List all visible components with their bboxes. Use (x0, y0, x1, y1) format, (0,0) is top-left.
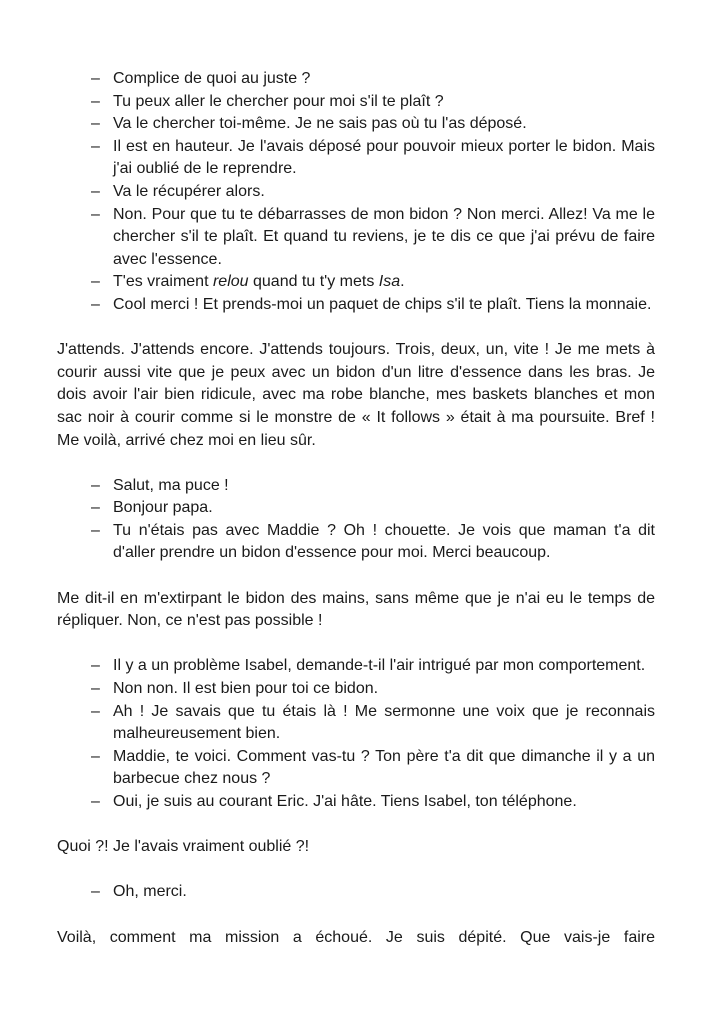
dialogue-line (57, 655, 655, 678)
document-page (57, 68, 655, 949)
italic-text: Isa (378, 273, 401, 291)
italic-text: relou (212, 273, 249, 291)
dash-bullet-icon: – (91, 295, 100, 313)
dialogue-line (57, 68, 655, 91)
line-text: Tu peux aller le chercher pour moi s'il te plaît ? (113, 92, 444, 110)
line-text: Va le chercher toi-même. Je ne sais pas où tu l'as déposé. (113, 115, 527, 133)
dash-bullet-icon: – (91, 793, 100, 810)
dialogue-line (57, 113, 655, 136)
line-text: Cool merci ! Et prends-moi un paquet de chips s'il te plaît. Tiens la monnaie. (113, 295, 652, 313)
line-text: . (400, 273, 405, 291)
dash-bullet-icon: – (91, 92, 100, 110)
dash-bullet-icon: – (91, 476, 100, 494)
dialogue-line (57, 881, 655, 904)
dialogue-line (57, 701, 655, 746)
dash-bullet-icon: – (91, 115, 100, 133)
dialogue-line (57, 497, 655, 520)
dash-bullet-icon: – (91, 205, 100, 223)
dialogue-line (57, 136, 655, 181)
dash-bullet-icon: – (91, 499, 100, 517)
dialogue-line (57, 746, 655, 791)
dialogue-line (57, 91, 655, 114)
paragraph-gap (57, 452, 655, 475)
line-text: Non. Pour que tu te débarrasses de mon bidon ? Non merci. Allez! Va me le chercher s'il te plaît. Et quand tu reviens, je te dis ce que j'ai prévu de faire avec l'essence. (113, 205, 655, 268)
line-text: Salut, ma puce ! (113, 476, 229, 494)
dash-bullet-icon: – (91, 747, 100, 765)
dash-bullet-icon: – (91, 883, 100, 901)
dash-bullet-icon: – (91, 702, 100, 720)
paragraph-gap (57, 814, 655, 837)
dialogue-list (57, 68, 655, 317)
dialogue-line (57, 520, 655, 565)
dash-bullet-icon: – (91, 137, 100, 155)
line-text: Non non. Il est bien pour toi ce bidon. (113, 680, 379, 698)
dialogue-line (57, 271, 655, 294)
line-text: T'es vraiment (113, 273, 213, 291)
narrative-paragraph: Me dit-il en m'extirpant le bidon des mains, sans même que je n'ai eu le temps de répliquer. Non, ce n'est pas possible ! (57, 589, 655, 630)
paragraph-gap (57, 317, 655, 340)
paragraph-gap (57, 633, 655, 656)
dialogue-line (57, 678, 655, 701)
dialogue-line (57, 181, 655, 204)
dialogue-line (57, 791, 655, 814)
line-text: Oh, merci. (113, 883, 187, 901)
dash-bullet-icon: – (91, 521, 100, 539)
narrative-paragraph: Voilà, comment ma mission a échoué. Je suis dépité. Que vais-je faire (57, 928, 655, 946)
line-text: Il y a un problème Isabel, demande-t-il l'air intrigué par mon comportement. (113, 657, 646, 675)
line-text: Oui, je suis au courant Eric. J'ai hâte. Tiens Isabel, ton téléphone. (113, 793, 577, 810)
narrative-paragraph: J'attends. J'attends encore. J'attends toujours. Trois, deux, un, vite ! Je me mets à courir aussi vite que je peux avec un bidon d'un litre d'essence dans les bras. Je dois avoir l'air bien ridicule, avec ma robe blanche, mes baskets blanches et mon sac noir à courir comme si le monstre de « It follows » était à ma poursuite. Bref ! Me voilà, arrivé chez moi en lieu sûr. (57, 341, 655, 449)
dialogue-list (57, 475, 655, 565)
line-text: Complice de quoi au juste ? (113, 70, 311, 87)
dash-bullet-icon: – (91, 70, 100, 87)
line-text: Tu n'étais pas avec Maddie ? Oh ! chouette. Je vois que maman t'a dit d'aller prendre un bidon d'essence pour moi. Merci beaucoup. (113, 521, 655, 562)
paragraph-gap (57, 565, 655, 588)
line-text: Bonjour papa. (113, 499, 213, 517)
dash-bullet-icon: – (91, 182, 100, 200)
dialogue-list (57, 655, 655, 813)
narrative-paragraph: Quoi ?! Je l'avais vraiment oublié ?! (57, 838, 310, 856)
paragraph-gap (57, 904, 655, 927)
dash-bullet-icon: – (91, 657, 100, 675)
dialogue-line (57, 204, 655, 272)
line-text: Il est en hauteur. Je l'avais déposé pour pouvoir mieux porter le bidon. Mais j'ai oublié de le reprendre. (113, 137, 655, 178)
dialogue-line (57, 294, 655, 317)
paragraph-gap (57, 859, 655, 882)
dialogue-list (57, 881, 655, 904)
dialogue-line (57, 475, 655, 498)
dash-bullet-icon: – (91, 680, 100, 698)
line-text: Maddie, te voici. Comment vas-tu ? Ton père t'a dit que dimanche il y a un barbecue chez nous ? (113, 747, 655, 788)
line-text: Va le récupérer alors. (113, 182, 265, 200)
dash-bullet-icon: – (91, 273, 100, 291)
line-text: Ah ! Je savais que tu étais là ! Me sermonne une voix que je reconnais malheureusement bien. (113, 702, 655, 743)
line-text: quand tu t'y mets (248, 273, 379, 291)
